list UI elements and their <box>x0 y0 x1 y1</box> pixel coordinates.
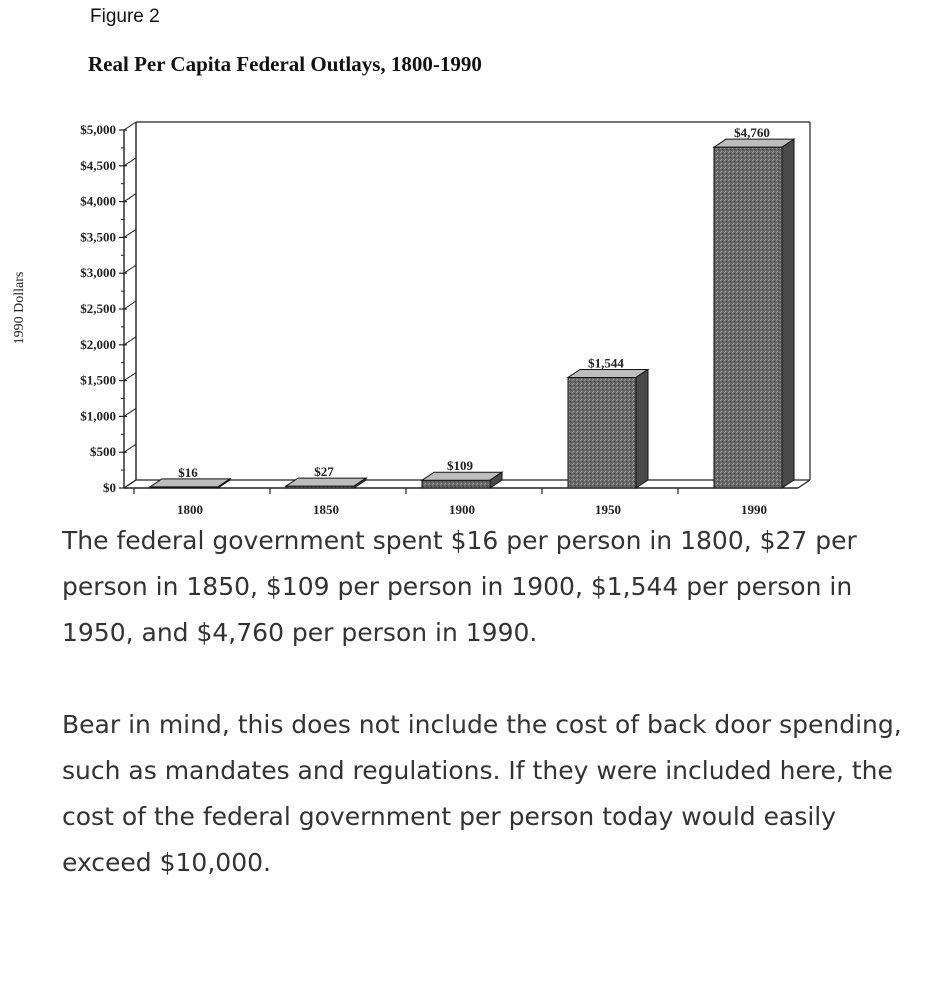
x-tick-label: 1900 <box>449 502 475 517</box>
y-tick-label: $2,000 <box>80 336 116 352</box>
data-label: $27 <box>314 464 334 480</box>
x-tick-label: 1850 <box>313 502 339 517</box>
bar-1950 <box>568 355 648 488</box>
x-tick-label: 1990 <box>741 502 767 517</box>
bar-1850 <box>286 464 366 488</box>
y-tick-depth <box>124 229 136 237</box>
bar-front-face <box>714 147 782 488</box>
y-tick-depth <box>124 301 136 309</box>
bar-side-face <box>782 139 794 488</box>
y-tick-label: $1,500 <box>80 372 116 388</box>
y-tick-label: $5,000 <box>80 122 116 137</box>
figure-label: Figure 2 <box>90 6 160 27</box>
bar-top-face <box>714 139 794 147</box>
y-tick-label: $500 <box>90 444 116 460</box>
floor-right-edge <box>798 480 810 488</box>
bar-top-face <box>568 369 648 377</box>
y-tick-label: $3,000 <box>80 265 116 281</box>
y-tick-depth <box>124 480 136 488</box>
y-tick-label: $2,500 <box>80 301 116 316</box>
bar-top-face <box>422 472 502 480</box>
y-tick-depth <box>124 408 136 416</box>
bar-front-face <box>568 377 636 488</box>
chart-bars <box>150 125 794 488</box>
y-axis-label: 1990 Dollars <box>12 271 27 345</box>
y-tick-depth <box>124 444 136 452</box>
bar-top-face <box>286 478 366 486</box>
bar-1800 <box>150 465 230 488</box>
y-tick-depth <box>124 373 136 381</box>
bar-1900 <box>422 458 502 488</box>
data-label: $16 <box>178 464 198 480</box>
bar-1990 <box>714 125 794 488</box>
data-label: $1,544 <box>588 355 624 371</box>
y-tick-label: $1,000 <box>80 408 116 424</box>
paragraph-back-door-spending: Bear in mind, this does not include the cost of back door spending, such as mandates and regulations. If they were included here, the cost of the federal government per person today would easily exceed $10,000. <box>62 710 902 877</box>
y-tick-depth <box>124 194 136 202</box>
y-tick-label: $0 <box>103 480 116 495</box>
bar-top-face <box>150 479 230 487</box>
x-tick-label: 1950 <box>595 502 621 517</box>
x-tick-label: 1800 <box>177 502 203 517</box>
y-tick-label: $4,000 <box>80 193 116 209</box>
y-tick-depth <box>124 158 136 166</box>
paragraph-spending-summary: The federal government spent $16 per person in 1800, $27 per person in 1850, $109 per person in 1900, $1,544 per person in 1950, and $4,760 per person in 1990. <box>62 526 857 647</box>
chart-title: Real Per Capita Federal Outlays, 1800-1990 <box>88 52 482 76</box>
data-label: $109 <box>447 458 473 474</box>
data-label: $4,760 <box>734 125 770 141</box>
y-tick-depth <box>124 337 136 345</box>
y-tick-label: $3,500 <box>80 229 116 245</box>
chart-axes <box>80 122 810 517</box>
bar-front-face <box>422 480 490 488</box>
bar-side-face <box>636 369 648 488</box>
y-tick-depth <box>124 265 136 273</box>
y-tick-depth <box>124 122 136 130</box>
y-tick-label: $4,500 <box>80 157 116 173</box>
